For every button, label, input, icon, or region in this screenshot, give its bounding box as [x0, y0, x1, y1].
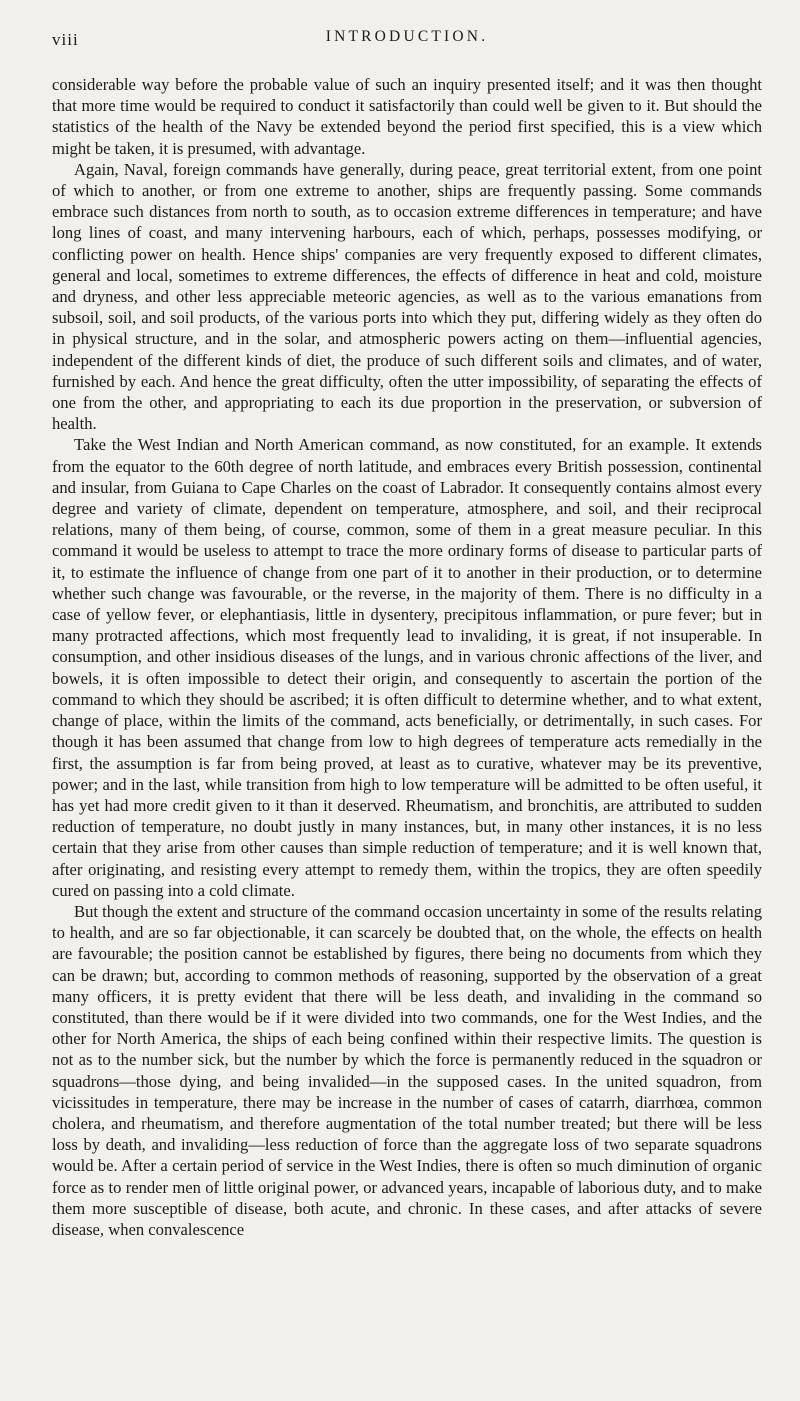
- paragraph-west-indian-command: Take the West Indian and North American command, as now constituted, for an example. It extends from the equator to the 60th degree of north latitude, and embraces every British possession, continental and insular, from Guiana to Cape Charles on the coast of Labrador. It consequently contains almost every degree and variety of climate, dependent on temperature, atmosphere, and soil, and their reciprocal relations, many of them being, of course, common, some of them in a great measure peculiar. In this command it would be useless to attempt to trace the more ordinary forms of disease to particular parts of it, to estimate the influence of change from one part of it to another in their production, or to determine whether such change was favourable, or the reverse, in the majority of them. There is no difficulty in a case of yellow fever, or elephantiasis, little in dysentery, precipitous inflammation, or pure fever; but in many protracted affections, which most frequently lead to invaliding, it is great, if not insuperable. In consumption, and other insidious diseases of the lungs, and in various chronic affections of the liver, and bowels, it is often impossible to detect their origin, and consequently to ascertain the portion of the command to which they should be ascribed; it is often difficult to determine whether, and to what extent, change of place, within the limits of the command, acts beneficially, or detrimentally, in such cases. For though it has been assumed that change from low to high degrees of temperature acts remedially in the first, the assumption is far from being proved, at least as to curative, whatever may be its preventive, power; and in the last, while transition from high to low temperature will be admitted to be often useful, it has yet had more credit given to it than it deserved. Rheumatism, and bronchitis, are attributed to sudden reduction of temperature, no doubt justly in many instances, but, in many other instances, it is no less certain that they arise from other causes than simple reduction of temperature; and it is well known that, after originating, and resisting every attempt to remedy them, within the tropics, they are often speedily cured on passing into a cold climate.: [52, 435, 762, 900]
- page-number: viii: [52, 30, 79, 49]
- running-title: INTRODUCTION.: [325, 28, 489, 45]
- paragraph-continued: considerable way before the probable value of such an inquiry presented itself; and it was then thought that more time would be required to conduct it satisfactorily than could well be given to it. But should the statistics of the health of the Navy be extended beyond the period first specified, this is a view which might be taken, it is presumed, with advantage.: [52, 75, 762, 158]
- paragraph-naval-commands: Again, Naval, foreign commands have generally, during peace, great territorial extent, from one point of which to another, or from one extreme to another, ships are frequently passing. Some commands embrace such distances from north to south, as to occasion extreme differences in temperature; and have long lines of coast, and many intervening harbours, each of which, perhaps, possesses modifying, or conflicting power on health. Hence ships' companies are very frequently exposed to different climates, general and local, sometimes to extreme differences, the effects of difference in heat and cold, moisture and dryness, and other less appreciable meteoric agencies, as well as to the various emanations from subsoil, soil, and soil products, of the various ports into which they put, differing widely as they often do in physical structure, and in the solar, and atmospheric powers acting on them—influential agencies, independent of the different kinds of diet, the produce of such different soils and climates, and of water, furnished by each. And hence the great difficulty, often the utter impossibility, of separating the effects of one from the other, and appropriating to each its due proportion in the preservation, or subversion of health.: [52, 159, 762, 434]
- body-text: [52, 74, 762, 1240]
- running-head: [52, 28, 762, 54]
- paragraph-united-squadron: But though the extent and structure of the command occasion uncertainty in some of the results relating to health, and are so far objectionable, it can scarcely be doubted that, on the whole, the effects on health are favourable; the position cannot be established by figures, there being no documents from which they can be drawn; but, according to common methods of reasoning, supported by the observation of a great many officers, it is pretty evident that there will be less death, and invaliding in the command so constituted, than there would be if it were divided into two commands, one for the West Indies, and the other for North America, the ships of each being confined within their respective limits. The question is not as to the number sick, but the number by which the force is permanently reduced in the squadron or squadrons—those dying, and being invalided—in the supposed cases. In the united squadron, from vicissitudes in temperature, there may be increase in the number of cases of catarrh, diarrhœa, common cholera, and rheumatism, and therefore augmentation of the total number treated; but there will be less loss by death, and invaliding—less reduction of force than the aggregate loss of two separate squadrons would be. After a certain period of service in the West Indies, there is often so much diminution of organic force as to render men of little original power, or advanced years, incapable of laborious duty, and to make them more susceptible of disease, both acute, and chronic. In these cases, and after attacks of severe disease, when convalescence: [52, 901, 762, 1239]
